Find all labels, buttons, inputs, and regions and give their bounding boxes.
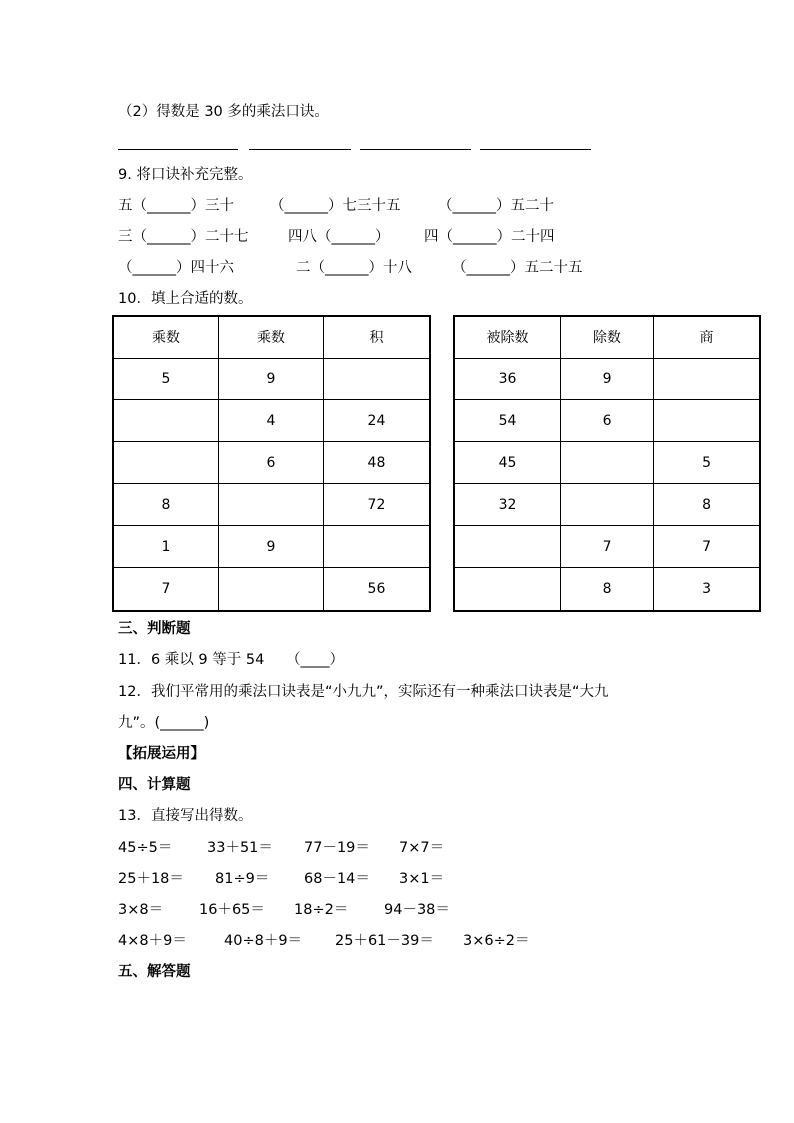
- table-row: [113, 526, 430, 568]
- table-cell[interactable]: [323, 358, 430, 400]
- table-cell[interactable]: [218, 484, 323, 526]
- table-cell[interactable]: 48: [323, 442, 430, 484]
- q9-title: 9. 将口诀补充完整。: [118, 167, 253, 183]
- answer-blank-2[interactable]: [249, 149, 351, 150]
- table-row: [113, 442, 430, 484]
- table-cell[interactable]: 56: [323, 568, 430, 611]
- table-cell[interactable]: 1: [113, 526, 218, 568]
- table-cell[interactable]: 32: [454, 484, 560, 526]
- answer-blank-3[interactable]: [360, 149, 471, 150]
- q9-item[interactable]: （______）七三十五: [270, 198, 401, 214]
- table-cell[interactable]: [218, 568, 323, 611]
- table-cell[interactable]: 5: [654, 442, 760, 484]
- table-cell[interactable]: 9: [218, 358, 323, 400]
- calc-item[interactable]: 81÷9＝: [215, 871, 270, 887]
- calc-item[interactable]: 3×1＝: [399, 871, 445, 887]
- calc-item[interactable]: 94－38＝: [384, 902, 450, 918]
- extend-heading: 【拓展运用】: [118, 746, 205, 762]
- table-header: 商: [654, 316, 760, 358]
- calc-item[interactable]: 45÷5＝: [118, 840, 173, 856]
- table-row: [454, 568, 760, 611]
- calc-item[interactable]: 25＋18＝: [118, 871, 184, 887]
- q10-title: 10．填上合适的数。: [118, 291, 253, 307]
- table-cell[interactable]: 8: [113, 484, 218, 526]
- calc-item[interactable]: 7×7＝: [399, 840, 445, 856]
- calc-item[interactable]: 40÷8＋9＝: [224, 933, 303, 949]
- calc-item[interactable]: 4×8＋9＝: [118, 933, 187, 949]
- answer-blank-1[interactable]: [118, 149, 238, 150]
- table-row: [113, 568, 430, 611]
- table-cell[interactable]: 72: [323, 484, 430, 526]
- calc-item[interactable]: 18÷2＝: [294, 902, 349, 918]
- calc-item[interactable]: 3×8＝: [118, 902, 164, 918]
- table-cell[interactable]: 6: [560, 400, 653, 442]
- q9-item[interactable]: 四（______）二十四: [424, 229, 555, 245]
- table-row: [454, 442, 760, 484]
- q9-item[interactable]: 四八（______）: [288, 229, 390, 245]
- q9-item[interactable]: （______）五二十: [438, 198, 554, 214]
- table-header: 积: [323, 316, 430, 358]
- calc-item[interactable]: 33＋51＝: [207, 840, 273, 856]
- q8-part2-text: （2）得数是 30 多的乘法口诀。: [118, 104, 329, 120]
- table-cell[interactable]: 54: [454, 400, 560, 442]
- q13-title: 13．直接写出得数。: [118, 808, 253, 824]
- answer-blank-4[interactable]: [480, 149, 591, 150]
- table-cell[interactable]: 36: [454, 358, 560, 400]
- q9-item[interactable]: （______）五二十五: [452, 260, 583, 276]
- table-cell[interactable]: [560, 442, 653, 484]
- table-cell[interactable]: 8: [654, 484, 760, 526]
- section-heading-judgement: 三、判断题: [118, 621, 191, 637]
- calc-item[interactable]: 3×6÷2＝: [463, 933, 530, 949]
- q12-text-line2[interactable]: 九”。(______): [118, 715, 210, 731]
- table-cell[interactable]: [113, 400, 218, 442]
- table-cell[interactable]: 45: [454, 442, 560, 484]
- section-heading-answer: 五、解答题: [118, 964, 191, 980]
- q12-text-line1: 12．我们平常用的乘法口诀表是“小九九”，实际还有一种乘法口诀表是“大九: [118, 684, 609, 700]
- table-cell[interactable]: [560, 484, 653, 526]
- section-heading-calculation: 四、计算题: [118, 777, 191, 793]
- table-row: [113, 484, 430, 526]
- table-row: [454, 526, 760, 568]
- table-cell[interactable]: [454, 568, 560, 611]
- q9-item[interactable]: 二（______）十八: [296, 260, 412, 276]
- table-cell[interactable]: 8: [560, 568, 653, 611]
- calc-item[interactable]: 25＋61－39＝: [335, 933, 434, 949]
- table-cell[interactable]: [113, 442, 218, 484]
- table-cell[interactable]: 5: [113, 358, 218, 400]
- table-cell[interactable]: 7: [113, 568, 218, 611]
- calc-item[interactable]: 68－14＝: [304, 871, 370, 887]
- q11-text[interactable]: 11．6 乘以 9 等于 54 （____）: [118, 652, 345, 668]
- q9-item[interactable]: 五（______）三十: [118, 198, 234, 214]
- table-cell[interactable]: 7: [560, 526, 653, 568]
- table-cell[interactable]: [654, 358, 760, 400]
- table-header: 乘数: [218, 316, 323, 358]
- table-cell[interactable]: 9: [218, 526, 323, 568]
- multiplication-table: [112, 315, 431, 612]
- table-cell[interactable]: 9: [560, 358, 653, 400]
- table-cell[interactable]: [454, 526, 560, 568]
- table-row: [454, 484, 760, 526]
- table-row: [454, 400, 760, 442]
- division-table: [453, 315, 761, 612]
- table-cell[interactable]: 4: [218, 400, 323, 442]
- table-header: 除数: [560, 316, 653, 358]
- calc-item[interactable]: 77－19＝: [304, 840, 370, 856]
- calc-item[interactable]: 16＋65＝: [199, 902, 265, 918]
- table-header: 被除数: [454, 316, 560, 358]
- table-header: 乘数: [113, 316, 218, 358]
- table-cell[interactable]: 24: [323, 400, 430, 442]
- table-row: [113, 400, 430, 442]
- table-cell[interactable]: [654, 400, 760, 442]
- table-cell[interactable]: 6: [218, 442, 323, 484]
- q9-item[interactable]: 三（______）二十七: [118, 229, 249, 245]
- table-cell[interactable]: 3: [654, 568, 760, 611]
- table-cell[interactable]: 7: [654, 526, 760, 568]
- table-cell[interactable]: [323, 526, 430, 568]
- q9-item[interactable]: （______）四十六: [118, 260, 234, 276]
- table-row: [454, 358, 760, 400]
- table-row: [113, 358, 430, 400]
